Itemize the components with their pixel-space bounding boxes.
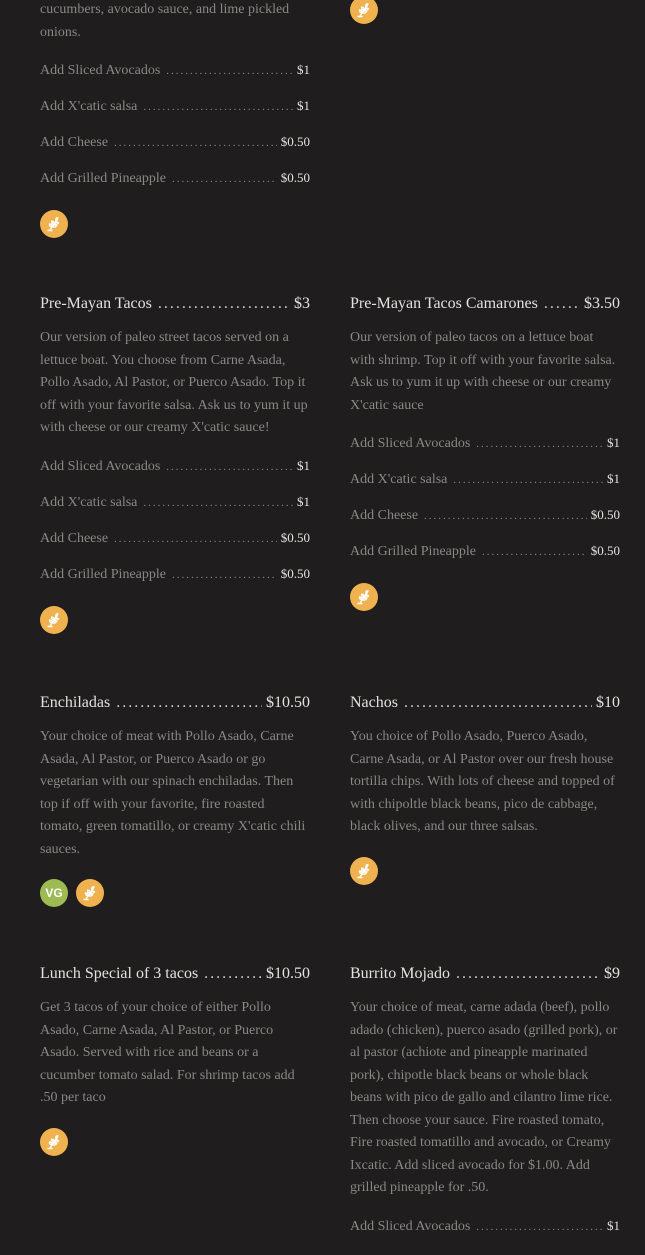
option-label: Add Sliced Avocados <box>40 458 161 474</box>
leader-dots <box>476 1221 603 1233</box>
leader-dots <box>204 965 262 983</box>
option-price: $0.50 <box>280 134 310 149</box>
item-price: $10.50 <box>266 694 310 711</box>
option-label: Add Sliced Avocados <box>350 1218 471 1234</box>
leader-dots <box>114 533 277 545</box>
leader-dots <box>453 474 603 486</box>
option-price: $1 <box>607 435 620 450</box>
leader-dots <box>143 101 293 113</box>
option-price: $1 <box>297 493 310 509</box>
leader-dots <box>172 569 277 581</box>
item-header <box>40 295 310 313</box>
option-row <box>350 471 620 493</box>
option-price: $1 <box>607 471 620 486</box>
leader-dots <box>143 497 293 509</box>
item-header <box>350 694 620 712</box>
option-row <box>40 458 310 480</box>
option-row <box>350 1218 620 1240</box>
item-description: Get 3 tacos of your choice of either Pollo Asado, Carne Asada, Al Pastor, or Puerco Asado. Served with rice and beans or a cucumber tomato salad. For shrimp tacos add .50 per taco <box>40 1000 295 1105</box>
option-row <box>40 170 310 192</box>
leader-dots <box>158 295 290 313</box>
menu-item-nachos <box>350 694 620 885</box>
option-price: $0.50 <box>280 170 310 185</box>
item-name: Pre-Mayan Tacos Camarones <box>350 295 538 312</box>
item-name: Pre-Mayan Tacos <box>40 295 152 312</box>
wheat-icon <box>350 857 378 885</box>
option-price: $0.50 <box>280 529 310 545</box>
wheat-icon <box>350 583 378 611</box>
leader-dots <box>544 295 580 313</box>
item-header <box>350 965 620 983</box>
option-label: Add Cheese <box>350 508 419 523</box>
leader-dots <box>476 438 603 450</box>
item-price: $9 <box>604 965 620 982</box>
option-row <box>40 134 310 156</box>
menu-item-lunch-special <box>40 965 310 1156</box>
diet-badges <box>40 879 310 907</box>
option-label: Add Cheese <box>40 135 109 150</box>
menu-item-burrito-mojado <box>350 965 620 1240</box>
item-description: Our version of paleo tacos on a lettuce boat with shrimp. Top it off with your favorite salsa. Ask us to yum it up with cheese or our creamy X'catic sauce <box>350 330 616 413</box>
item-price: $10.50 <box>266 965 310 982</box>
leader-dots <box>424 510 587 522</box>
menu-item-continued-right <box>350 0 620 24</box>
option-price: $0.50 <box>590 507 620 522</box>
option-price: $1 <box>297 62 310 77</box>
leader-dots <box>404 694 592 712</box>
item-name: Burrito Mojado <box>350 965 450 982</box>
wheat-icon <box>350 0 378 24</box>
option-row <box>40 566 310 588</box>
option-label: Add Grilled Pineapple <box>40 566 166 582</box>
option-label: Add Grilled Pineapple <box>350 544 476 559</box>
option-label: Add X'catic salsa <box>40 99 138 114</box>
diet-badges <box>40 606 310 634</box>
item-header <box>40 694 310 712</box>
item-description: Your choice of meat with Pollo Asado, Carne Asada, Al Pastor, or Puerco Asado or go vegetarian with our spinach enchiladas. Then top if off with your favorite, fire roasted tomato, green tomatillo, or creamy X'catic chili sauces. <box>40 729 306 857</box>
option-label: Add X'catic salsa <box>40 494 138 510</box>
item-name: Lunch Special of 3 tacos <box>40 965 199 982</box>
option-price: $1 <box>297 457 310 473</box>
diet-badges <box>40 210 310 238</box>
menu-item-pre-mayan-tacos <box>40 295 310 634</box>
item-description: Our version of paleo street tacos served on a lettuce boat. You choose from Carne Asada, Pollo Asado, Al Pastor, or Puerco Asado. Top it off with your favorite salsa. Ask us to yum it up with cheese or our creamy X'catic sauce! <box>40 330 308 435</box>
option-row <box>350 543 620 565</box>
option-row <box>40 62 310 84</box>
option-row <box>350 435 620 457</box>
item-name: Nachos <box>350 694 398 711</box>
option-label: Add Sliced Avocados <box>350 436 471 451</box>
option-price: $1 <box>607 1217 620 1233</box>
wheat-icon <box>40 210 68 238</box>
item-price: $3.50 <box>584 295 620 312</box>
leader-dots <box>116 694 262 712</box>
leader-dots <box>482 546 587 558</box>
option-row <box>350 507 620 529</box>
menu-item-continued <box>40 0 310 238</box>
option-row <box>40 98 310 120</box>
item-name: Enchiladas <box>40 694 111 711</box>
option-price: $0.50 <box>280 565 310 581</box>
option-price: $0.50 <box>590 543 620 558</box>
item-description: Your choice of meat, carne adada (beef), pollo adado (chicken), puerco asado (grilled pork), or al pastor (achiote and pineapple marinated pork), chipotle black beans or whole black beans with pico de gallo and cilantro lime rice. Then choose your sauce. Fire roasted tomato, Fire roasted tomatillo and avocado, or Creamy Ixcatic. Add sliced avocado for $1.00. Add grilled pineapple for .50. <box>350 1000 618 1195</box>
option-label: Add Cheese <box>40 530 109 546</box>
wheat-icon <box>40 606 68 634</box>
diet-badges <box>350 583 620 611</box>
vegetarian-badge: VG <box>40 879 68 907</box>
leader-dots <box>114 137 277 149</box>
option-label: Add X'catic salsa <box>350 472 448 487</box>
item-price: $3 <box>294 295 310 312</box>
diet-badges <box>350 857 620 885</box>
leader-dots <box>166 461 293 473</box>
option-label: Add Grilled Pineapple <box>40 171 166 186</box>
option-price: $1 <box>297 98 310 113</box>
leader-dots <box>456 965 600 983</box>
option-label: Add Sliced Avocados <box>40 63 161 78</box>
item-description: You choice of Pollo Asado, Puerco Asado, Carne Asada, or Al Pastor over our fresh house tortilla chips. With lots of cheese and topped of with chipoltle black beans, pico de cabbage, black olives, and our three salsas. <box>350 729 615 834</box>
wheat-icon <box>76 879 104 907</box>
item-price: $10 <box>596 694 620 711</box>
menu-item-enchiladas <box>40 694 310 907</box>
wheat-icon <box>40 1128 68 1156</box>
diet-badges <box>40 1128 310 1156</box>
item-header <box>350 295 620 313</box>
option-row <box>40 494 310 516</box>
leader-dots <box>172 173 277 185</box>
item-description: cucumbers, avocado sauce, and lime pickled onions. <box>40 2 290 40</box>
option-row <box>40 530 310 552</box>
item-header <box>40 965 310 983</box>
leader-dots <box>166 65 293 77</box>
diet-badges <box>350 0 620 24</box>
menu-item-pre-mayan-tacos-camarones <box>350 295 620 611</box>
